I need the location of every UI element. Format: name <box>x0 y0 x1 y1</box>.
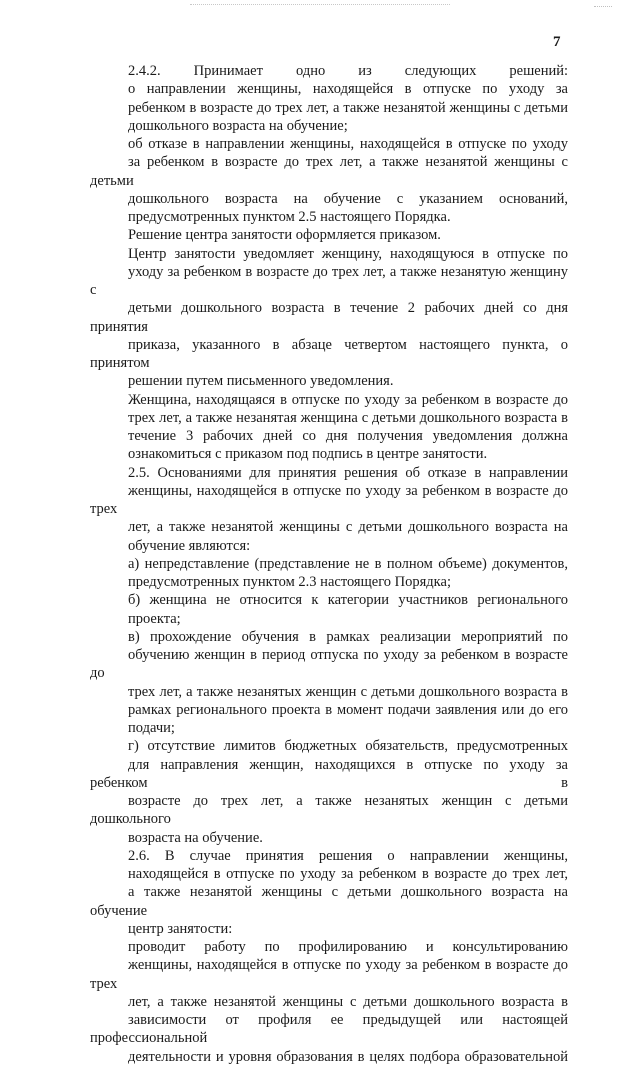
text-line: подачи; <box>128 720 175 736</box>
text-line: 2.6. В случае принятия решения о направлении женщины, <box>128 847 568 864</box>
text-line: трех лет, а также незанятая женщина с детьми дошкольного возраста в <box>128 409 568 426</box>
text-line: находящейся в отпуске по уходу за ребенком в возрасте до трех лет, <box>128 866 568 882</box>
scan-artifact <box>190 4 450 9</box>
document-body <box>90 62 568 1066</box>
text-line: предусмотренных пунктом 2.5 настоящего Порядка. <box>128 209 451 225</box>
text-line: о направлении женщины, находящейся в отпуске по уходу за <box>128 81 568 98</box>
text-line: Женщина, находящаяся в отпуске по уходу за ребенком в возрасте до <box>128 391 568 408</box>
text-line: Центр занятости уведомляет женщину, находящуюся в отпуске по <box>128 245 568 262</box>
text-line: рамках регионального проекта в момент подачи заявления или до его <box>128 701 568 718</box>
text-line: за ребенком в возрасте до трех лет, а также незанятой женщины с детьми <box>90 154 568 189</box>
text-line: возрасте до трех лет, а также незанятых женщин с детьми дошкольного <box>90 793 568 828</box>
text-line: 2.5. Основаниями для принятия решения об отказе в направлении <box>128 464 568 481</box>
text-line: возраста на обучение. <box>128 829 263 846</box>
text-line: проекта; <box>128 610 181 627</box>
text-line: для направления женщин, находящихся в отпуске по уходу за ребенком в <box>90 756 568 791</box>
text-line: трех лет, а также незанятых женщин с детьми дошкольного возраста в <box>128 683 568 700</box>
text-line: уходу за ребенком в возрасте до трех лет, а также незанятую женщину с <box>90 263 568 298</box>
text-line: зависимости от профиля ее предыдущей или настоящей профессиональной <box>90 1012 568 1047</box>
text-line: течение 3 рабочих дней со дня получения уведомления должна <box>128 428 568 444</box>
text-line: а также незанятой женщины с детьми дошкольного возраста на обучение <box>90 884 568 919</box>
text-line: обучению женщин в период отпуска по уходу за ребенком в возрасте до <box>90 647 568 682</box>
text-line: об отказе в направлении женщины, находящейся в отпуске по уходу <box>128 136 568 152</box>
text-line: в) прохождение обучения в рамках реализации мероприятий по <box>128 628 568 645</box>
text-line: дошкольного возраста на обучение с указанием оснований, <box>128 190 568 207</box>
text-line: приказа, указанного в абзаце четвертом настоящего пункта, о принятом <box>90 336 568 371</box>
text-line: ознакомиться с приказом под подпись в центре занятости. <box>128 446 488 463</box>
text-line: Решение центра занятости оформляется приказом. <box>128 227 441 244</box>
scan-artifact <box>594 6 612 10</box>
text-line: г) отсутствие лимитов бюджетных обязательств, предусмотренных <box>128 738 568 755</box>
text-line: обучение являются: <box>128 537 251 554</box>
text-line: женщины, находящейся в отпуске по уходу за ребенком в возрасте до трех <box>90 482 568 517</box>
page-number: 7 <box>553 34 561 50</box>
text-line: а) непредставление (представление не в полном объеме) документов, <box>128 555 568 572</box>
text-line: лет, а также незанятой женщины с детьми дошкольного возраста на <box>128 519 568 536</box>
text-line: лет, а также незанятой женщины с детьми дошкольного возраста в <box>128 993 568 1010</box>
text-line: детьми дошкольного возраста в течение 2 рабочих дней со дня принятия <box>90 300 568 335</box>
text-line: ребенком в возрасте до трех лет, а также незанятой женщины с детьми <box>128 99 568 116</box>
text-line: проводит работу по профилированию и консультированию <box>128 939 568 955</box>
text-line: центр занятости: <box>128 920 233 937</box>
text-line: решении путем письменного уведомления. <box>128 373 394 390</box>
text-line: предусмотренных пунктом 2.3 настоящего Порядка; <box>128 574 451 590</box>
text-line: б) женщина не относится к категории участников регионального <box>128 592 568 609</box>
text-line: 2.4.2. Принимает одно из следующих решений: <box>128 63 568 79</box>
text-line: дошкольного возраста на обучение; <box>128 117 348 134</box>
text-line: женщины, находящейся в отпуске по уходу за ребенком в возрасте до трех <box>90 957 568 992</box>
text-line: деятельности и уровня образования в целях подбора образовательной <box>128 1048 568 1065</box>
